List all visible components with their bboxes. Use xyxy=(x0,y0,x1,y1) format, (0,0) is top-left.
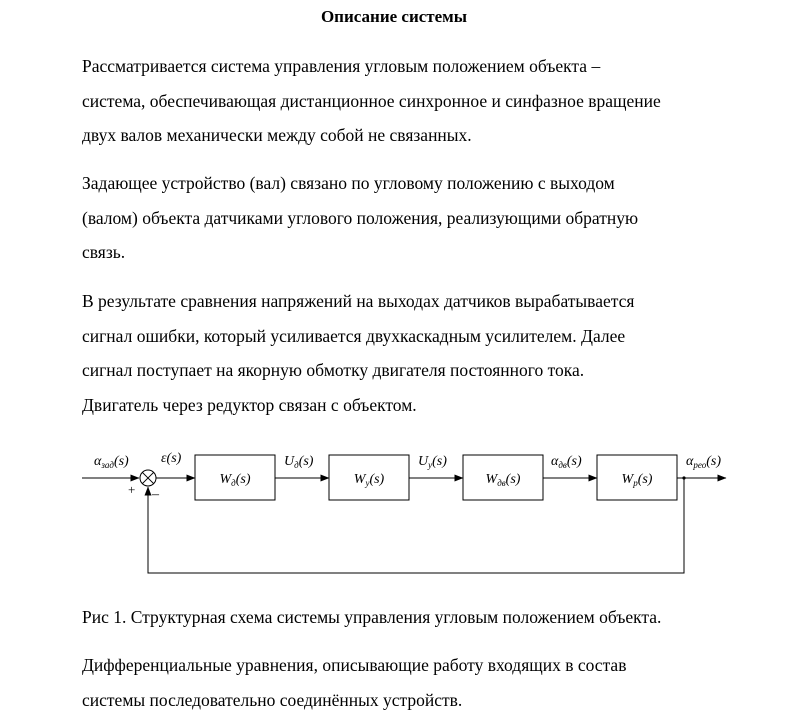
text-line: сигнал поступает на якорную обмотку двигателя постоянного тока. xyxy=(82,360,585,380)
block-diagram xyxy=(0,436,788,586)
text-line: (валом) объекта датчиками углового положения, реализующими обратную xyxy=(82,207,639,228)
error-signal-label: ε(s) xyxy=(161,451,182,466)
text-line: Рассматривается система управления угловым положением объекта – xyxy=(82,56,601,76)
minus-sign: – xyxy=(152,487,159,502)
signal-label-u-d: $U_д(s)$ xyxy=(284,454,314,470)
text-line: В результате сравнения напряжений на выходах датчиков вырабатывается xyxy=(82,291,635,311)
paragraph-system-description xyxy=(82,49,762,153)
text-line: двух валов механически между собой не связанных. xyxy=(82,125,472,145)
block-sensor xyxy=(195,455,275,500)
text-line: сигнал ошибки, который усиливается двухкаскадным усилителем. Далее xyxy=(82,325,626,346)
output-signal-label: $\alpha_{рео}(s)$ xyxy=(686,454,722,470)
paragraph-equations-intro xyxy=(82,648,762,717)
text-line: Дифференциальные уравнения, описывающие работу входящих в состав xyxy=(82,655,627,675)
svg-text:Wр(s): $W_р(s)$ xyxy=(621,472,653,488)
block-amplifier xyxy=(329,455,409,500)
summing-junction xyxy=(140,470,156,486)
signal-label-u-y: $U_у(s)$ xyxy=(418,454,447,470)
branch-point xyxy=(682,476,685,479)
text-line: системы последовательно соединённых устройств. xyxy=(82,689,463,710)
text-line: Задающее устройство (вал) связано по угловому положению с выходом xyxy=(82,173,615,193)
input-signal-label: $\alpha_{зад}(s)$ xyxy=(94,454,129,470)
svg-text:Wдв(s): $W_{дв}(s)$ xyxy=(485,472,521,488)
page-title: Описание системы xyxy=(320,7,468,26)
text-line: система, обеспечивающая дистанционное синхронное и синфазное вращение xyxy=(82,90,661,111)
plus-sign: + xyxy=(128,482,136,497)
text-line: связь. xyxy=(82,242,126,262)
figure-caption: Рис 1. Структурная схема системы управления угловым положением объекта. xyxy=(82,607,662,627)
block-gearbox xyxy=(597,455,677,500)
block-motor xyxy=(463,455,543,500)
signal-label-alpha-dv: $\alpha_{дв}(s)$ xyxy=(551,454,582,470)
paragraph-master-device xyxy=(82,166,762,270)
text-line: Двигатель через редуктор связан с объектом. xyxy=(82,394,417,415)
svg-text:Wд(s): $W_д(s)$ xyxy=(219,472,251,488)
svg-text:Wу(s): $W_у(s)$ xyxy=(353,472,385,488)
paragraph-signal-chain xyxy=(82,284,762,422)
